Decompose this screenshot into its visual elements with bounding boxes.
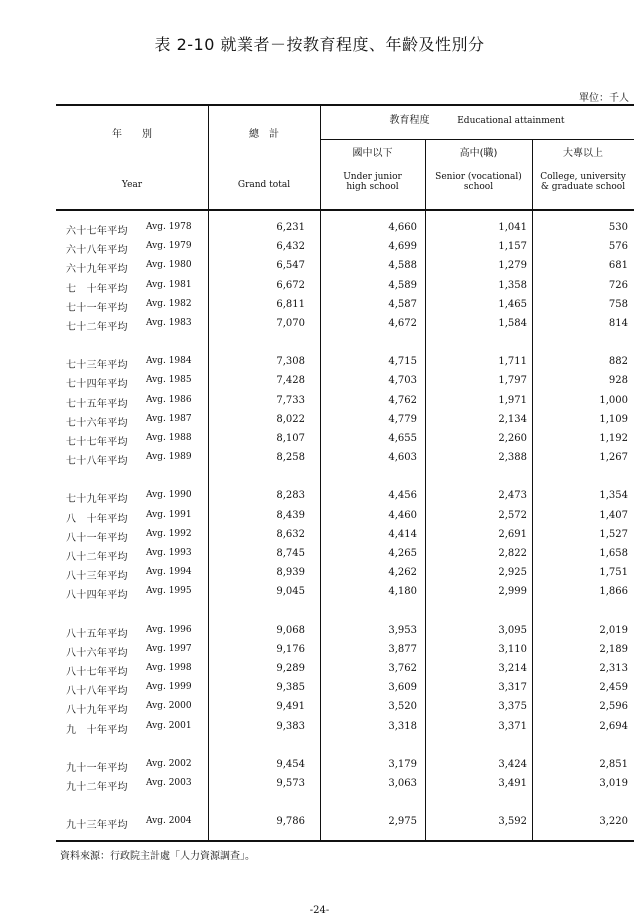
grand-total-value: 8,107 — [276, 433, 305, 444]
college-value: 2,851 — [599, 758, 628, 770]
year-label-zh: 七十七年平均 — [66, 437, 128, 448]
junior-high-value: 3,179 — [388, 758, 417, 770]
year-label-en: Avg. 1990 — [146, 490, 192, 501]
junior-high-value: 4,588 — [388, 260, 417, 272]
grand-total-value: 9,383 — [276, 720, 305, 732]
grand-total-value: 6,811 — [276, 298, 305, 310]
year-label-en: Avg. 2001 — [146, 720, 192, 731]
college-value: 2,694 — [599, 720, 628, 732]
table-row — [56, 701, 634, 718]
edu-header-rule — [320, 139, 634, 140]
college-value: 1,000 — [599, 394, 628, 406]
year-label-zh: 六十七年平均 — [66, 226, 128, 237]
senior-high-value: 2,388 — [498, 452, 527, 464]
grand-total-value: 7,070 — [276, 318, 305, 329]
junior-high-value: 4,456 — [388, 490, 417, 502]
year-label-zh: 九十一年平均 — [66, 762, 128, 774]
junior-high-value: 4,762 — [388, 394, 417, 406]
year-label-en: Avg. 1997 — [146, 643, 192, 654]
college-value: 2,189 — [599, 643, 628, 655]
table-top-rule — [56, 104, 634, 106]
grand-total-value: 7,733 — [276, 394, 305, 406]
year-label-zh: 八十七年平均 — [66, 667, 128, 678]
college-value: 1,267 — [599, 452, 628, 464]
table-row — [56, 644, 634, 661]
grand-total-value: 9,491 — [276, 701, 305, 713]
year-label-zh: 七十三年平均 — [66, 360, 128, 372]
header-col2-en — [425, 172, 532, 192]
junior-high-value: 4,699 — [388, 241, 417, 253]
year-label-en: Avg. 2002 — [146, 758, 192, 769]
senior-high-value: 3,491 — [498, 778, 527, 789]
college-value: 1,751 — [599, 567, 628, 579]
junior-high-value: 4,262 — [388, 567, 417, 579]
college-value: 726 — [608, 279, 628, 291]
header-col2-en-line1: Senior (vocational) — [435, 172, 522, 182]
year-label-zh: 七十一年平均 — [66, 302, 128, 314]
year-label-en: Avg. 1978 — [146, 222, 192, 232]
table-bottom-rule — [56, 840, 634, 842]
senior-high-value: 1,041 — [498, 222, 527, 233]
college-value: 2,459 — [599, 682, 628, 694]
senior-high-value: 2,822 — [498, 548, 527, 559]
year-label-zh: 八十五年平均 — [66, 628, 128, 640]
year-label-en: Avg. 2003 — [146, 778, 192, 788]
junior-high-value: 3,520 — [388, 701, 417, 713]
header-col3-en — [532, 172, 634, 192]
employment-table — [56, 104, 634, 842]
year-label-zh: 七十九年平均 — [66, 494, 128, 506]
year-label-zh: 七十四年平均 — [66, 379, 128, 391]
year-label-zh: 七十六年平均 — [66, 417, 128, 429]
junior-high-value: 4,715 — [388, 356, 417, 368]
senior-high-value: 3,375 — [498, 701, 527, 713]
header-col1-en-line1: Under junior — [343, 172, 402, 182]
college-value: 3,019 — [599, 778, 628, 789]
year-label-zh: 七十二年平均 — [66, 322, 128, 333]
table-row — [56, 721, 634, 738]
table-row — [56, 356, 634, 373]
table-row — [56, 433, 634, 450]
grand-total-value: 8,283 — [276, 490, 305, 502]
senior-high-value: 1,797 — [498, 375, 527, 387]
junior-high-value: 4,672 — [388, 318, 417, 329]
table-row — [56, 682, 634, 699]
header-col1-en-line2: high school — [346, 182, 399, 192]
college-value: 1,407 — [599, 509, 628, 521]
year-label-en: Avg. 1998 — [146, 663, 192, 673]
senior-high-value: 2,925 — [498, 567, 527, 579]
grand-total-value: 8,258 — [276, 452, 305, 464]
year-label-en: Avg. 1991 — [146, 509, 192, 520]
header-year-en: Year — [121, 180, 143, 190]
header-total-zh: 總 計 — [249, 129, 279, 140]
senior-high-value: 1,971 — [498, 394, 527, 406]
senior-high-value: 2,572 — [498, 509, 527, 521]
junior-high-value: 3,609 — [388, 682, 417, 694]
header-total-en: Grand total — [237, 180, 291, 190]
source-note: 資料來源：行政院主計處「人力資源調查」。 — [60, 851, 255, 862]
year-label-zh: 八十六年平均 — [66, 647, 128, 659]
year-label-en: Avg. 1994 — [146, 567, 192, 578]
table-row — [56, 395, 634, 412]
junior-high-value: 4,265 — [388, 548, 417, 559]
senior-high-value: 2,260 — [498, 433, 527, 444]
table-row — [56, 816, 634, 833]
header-edu-zh: 教育程度 — [389, 115, 430, 126]
year-label-en: Avg. 2004 — [146, 816, 192, 827]
table-row — [56, 778, 634, 795]
year-label-en: Avg. 1987 — [146, 413, 192, 424]
year-label-zh: 八十九年平均 — [66, 705, 128, 717]
unit-label: 單位：千人 — [579, 93, 629, 104]
junior-high-value: 4,460 — [388, 509, 417, 521]
college-value: 2,019 — [599, 624, 628, 636]
header-col3-en-line2: & graduate school — [540, 182, 626, 192]
junior-high-value: 3,318 — [388, 720, 417, 732]
junior-high-value: 4,587 — [388, 298, 417, 310]
header-edu-en: Educational attainment — [457, 116, 565, 126]
year-label-en: Avg. 1995 — [146, 586, 192, 597]
grand-total-value: 9,786 — [276, 816, 305, 828]
table-row — [56, 663, 634, 680]
year-label-zh: 八十二年平均 — [66, 552, 128, 563]
year-label-zh: 八十三年平均 — [66, 571, 128, 583]
grand-total-value: 9,573 — [276, 778, 305, 789]
table-row — [56, 625, 634, 642]
year-label-en: Avg. 1980 — [146, 260, 192, 271]
year-label-en: Avg. 1999 — [146, 682, 192, 693]
year-label-en: Avg. 2000 — [146, 701, 192, 712]
senior-high-value: 1,584 — [498, 318, 527, 329]
junior-high-value: 4,703 — [388, 375, 417, 387]
junior-high-value: 4,660 — [388, 222, 417, 233]
college-value: 1,192 — [599, 433, 628, 444]
table-row — [56, 222, 634, 239]
year-label-zh: 八十四年平均 — [66, 590, 128, 602]
table-row — [56, 452, 634, 469]
year-label-en: Avg. 1983 — [146, 318, 192, 328]
junior-high-value: 3,063 — [388, 778, 417, 789]
junior-high-value: 4,589 — [388, 279, 417, 291]
junior-high-value: 3,762 — [388, 663, 417, 674]
year-label-zh: 七十八年平均 — [66, 456, 128, 468]
senior-high-value: 2,473 — [498, 490, 527, 502]
senior-high-value: 3,095 — [498, 624, 527, 636]
grand-total-value: 9,454 — [276, 758, 305, 770]
year-label-en: Avg. 1993 — [146, 548, 192, 558]
senior-high-value: 2,999 — [498, 586, 527, 598]
header-col2-zh: 高中(職) — [459, 148, 498, 159]
year-label-en: Avg. 1996 — [146, 624, 192, 635]
junior-high-value: 4,603 — [388, 452, 417, 464]
header-col1-zh: 國中以下 — [352, 148, 393, 159]
grand-total-value: 9,176 — [276, 643, 305, 655]
grand-total-value: 8,745 — [276, 548, 305, 559]
junior-high-value: 3,953 — [388, 624, 417, 636]
senior-high-value: 3,371 — [498, 720, 527, 732]
year-label-zh: 六十九年平均 — [66, 264, 128, 276]
senior-high-value: 2,134 — [498, 413, 527, 425]
grand-total-value: 6,231 — [276, 222, 305, 233]
senior-high-value: 3,317 — [498, 682, 527, 694]
college-value: 2,313 — [599, 663, 628, 674]
year-label-en: Avg. 1985 — [146, 375, 192, 386]
junior-high-value: 4,180 — [388, 586, 417, 598]
college-value: 1,527 — [599, 528, 628, 540]
junior-high-value: 4,414 — [388, 528, 417, 540]
year-label-zh: 九十三年平均 — [66, 820, 128, 832]
grand-total-value: 9,045 — [276, 586, 305, 598]
table-row — [56, 299, 634, 316]
year-label-zh: 八十一年平均 — [66, 532, 128, 544]
senior-high-value: 3,110 — [498, 643, 527, 655]
college-value: 530 — [608, 222, 628, 233]
page-title: 表 2-10 就業者－按教育程度、年齡及性別分 — [154, 35, 485, 54]
college-value: 1,658 — [599, 548, 628, 559]
junior-high-value: 3,877 — [388, 643, 417, 655]
grand-total-value: 8,022 — [276, 413, 305, 425]
year-label-en: Avg. 1989 — [146, 452, 192, 463]
college-value: 882 — [608, 356, 628, 368]
year-label-en: Avg. 1988 — [146, 433, 192, 443]
college-value: 3,220 — [599, 816, 628, 828]
grand-total-value: 6,432 — [276, 241, 305, 253]
senior-high-value: 1,279 — [498, 260, 527, 272]
table-row — [56, 759, 634, 776]
grand-total-value: 9,289 — [276, 663, 305, 674]
grand-total-value: 6,672 — [276, 279, 305, 291]
grand-total-value: 8,439 — [276, 509, 305, 521]
header-col3-en-line1: College, university — [540, 172, 626, 182]
grand-total-value: 8,939 — [276, 567, 305, 579]
year-label-zh: 八十八年平均 — [66, 686, 128, 698]
table-row — [56, 260, 634, 277]
table-row — [56, 318, 634, 335]
senior-high-value: 3,424 — [498, 758, 527, 770]
college-value: 1,109 — [599, 413, 628, 425]
senior-high-value: 2,691 — [498, 528, 527, 540]
year-label-zh: 九十二年平均 — [66, 782, 128, 793]
table-row — [56, 241, 634, 258]
grand-total-value: 6,547 — [276, 260, 305, 272]
year-label-en: Avg. 1981 — [146, 279, 192, 290]
grand-total-value: 7,428 — [276, 375, 305, 387]
junior-high-value: 4,655 — [388, 433, 417, 444]
table-row — [56, 510, 634, 527]
year-label-en: Avg. 1979 — [146, 241, 192, 252]
senior-high-value: 3,214 — [498, 663, 527, 674]
year-label-en: Avg. 1982 — [146, 298, 192, 309]
senior-high-value: 1,711 — [498, 356, 527, 368]
senior-high-value: 1,465 — [498, 298, 527, 310]
grand-total-value: 9,385 — [276, 682, 305, 694]
year-label-zh: 七十五年平均 — [66, 398, 128, 410]
college-value: 1,866 — [599, 586, 628, 598]
header-col1-en — [320, 172, 425, 192]
header-bottom-rule — [56, 209, 634, 211]
college-value: 758 — [608, 298, 628, 310]
table-row — [56, 490, 634, 507]
year-label-zh: 七 十年平均 — [66, 283, 128, 295]
college-value: 2,596 — [599, 701, 628, 713]
header-year-zh: 年 別 — [112, 129, 152, 140]
year-label-en: Avg. 1984 — [146, 356, 192, 367]
senior-high-value: 1,358 — [498, 279, 527, 291]
table-row — [56, 414, 634, 431]
junior-high-value: 4,779 — [388, 413, 417, 425]
college-value: 1,354 — [599, 490, 628, 502]
header-col2-en-line2: school — [463, 182, 494, 192]
college-value: 928 — [608, 375, 628, 387]
year-label-en: Avg. 1992 — [146, 528, 192, 539]
senior-high-value: 3,592 — [498, 816, 527, 828]
year-label-zh: 八 十年平均 — [66, 513, 128, 525]
header-col3-zh: 大專以上 — [563, 148, 603, 159]
table-row — [56, 586, 634, 603]
college-value: 576 — [608, 241, 628, 253]
page-number: -24- — [309, 905, 330, 916]
year-label-en: Avg. 1986 — [146, 394, 192, 405]
grand-total-value: 9,068 — [276, 624, 305, 636]
table-row — [56, 280, 634, 297]
table-row — [56, 548, 634, 565]
grand-total-value: 7,308 — [276, 356, 305, 368]
senior-high-value: 1,157 — [498, 241, 527, 253]
header-edu — [320, 116, 634, 126]
year-label-zh: 九 十年平均 — [66, 724, 128, 736]
table-row — [56, 567, 634, 584]
year-label-zh: 六十八年平均 — [66, 245, 128, 257]
grand-total-value: 8,632 — [276, 528, 305, 540]
table-row — [56, 375, 634, 392]
college-value: 681 — [608, 260, 628, 272]
table-row — [56, 529, 634, 546]
junior-high-value: 2,975 — [388, 816, 417, 828]
college-value: 814 — [608, 318, 628, 329]
